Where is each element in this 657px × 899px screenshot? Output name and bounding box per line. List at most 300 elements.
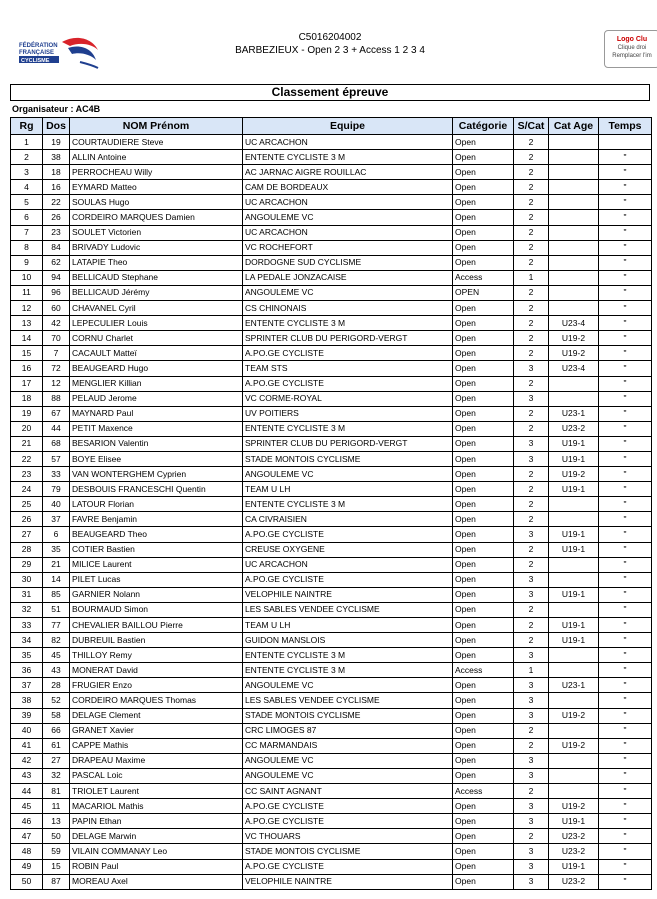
table-row <box>11 648 652 663</box>
cell-subcat: 2 <box>514 150 549 165</box>
cell-subcat: 2 <box>514 285 549 300</box>
cell-team: STADE MONTOIS CYCLISME <box>243 708 453 723</box>
cell-age-cat <box>549 150 599 165</box>
cell-dos: 33 <box>43 467 70 482</box>
cell-age-cat: U19-1 <box>549 436 599 451</box>
table-row <box>11 738 652 753</box>
cell-category: Open <box>453 301 514 316</box>
cell-subcat: 3 <box>514 648 549 663</box>
col-header-rg: Rg <box>11 118 43 135</box>
cell-time: " <box>599 723 652 738</box>
cell-time: " <box>599 255 652 270</box>
cell-category: Open <box>453 421 514 436</box>
club-logo-line-3: Remplacer l'im <box>612 53 652 59</box>
table-row <box>11 376 652 391</box>
cell-category: Access <box>453 270 514 285</box>
cell-category: Open <box>453 255 514 270</box>
cell-team: A.PO.GE CYCLISTE <box>243 346 453 361</box>
table-row <box>11 210 652 225</box>
cell-age-cat: U19-2 <box>549 331 599 346</box>
cell-rg: 10 <box>11 270 43 285</box>
cell-rg: 31 <box>11 587 43 602</box>
cell-age-cat <box>549 195 599 210</box>
cell-category: Open <box>453 240 514 255</box>
table-row <box>11 225 652 240</box>
cell-name: CHEVALIER BAILLOU Pierre <box>70 618 243 633</box>
cell-category: Open <box>453 768 514 783</box>
cell-team: TEAM U LH <box>243 482 453 497</box>
cell-age-cat: U23-2 <box>549 829 599 844</box>
cell-dos: 6 <box>43 527 70 542</box>
table-row <box>11 874 652 889</box>
cell-time: " <box>599 799 652 814</box>
cell-rg: 13 <box>11 316 43 331</box>
cell-subcat: 2 <box>514 421 549 436</box>
table-row <box>11 557 652 572</box>
cell-subcat: 2 <box>514 331 549 346</box>
cell-team: ENTENTE CYCLISTE 3 M <box>243 648 453 663</box>
cell-age-cat <box>549 663 599 678</box>
cell-dos: 96 <box>43 285 70 300</box>
logo-line-3: CYCLISME <box>21 58 50 64</box>
cell-name: BELLICAUD Stephane <box>70 270 243 285</box>
cell-age-cat <box>549 723 599 738</box>
cell-team: CRC LIMOGES 87 <box>243 723 453 738</box>
cell-dos: 58 <box>43 708 70 723</box>
table-row <box>11 270 652 285</box>
cell-dos: 26 <box>43 210 70 225</box>
cell-rg: 46 <box>11 814 43 829</box>
cell-time: " <box>599 240 652 255</box>
cell-subcat: 3 <box>514 814 549 829</box>
cell-rg: 5 <box>11 195 43 210</box>
cell-dos: 85 <box>43 587 70 602</box>
cell-time: " <box>599 150 652 165</box>
col-header-catage: Cat Age <box>549 118 599 135</box>
cell-rg: 23 <box>11 467 43 482</box>
cell-time: " <box>599 436 652 451</box>
cell-dos: 66 <box>43 723 70 738</box>
cell-category: Open <box>453 723 514 738</box>
cell-name: COURTAUDIERE Steve <box>70 135 243 150</box>
cell-category: Open <box>453 195 514 210</box>
cell-rg: 18 <box>11 391 43 406</box>
cell-name: TRIOLET Laurent <box>70 784 243 799</box>
cell-subcat: 3 <box>514 799 549 814</box>
cell-dos: 62 <box>43 255 70 270</box>
cell-name: CORNU Charlet <box>70 331 243 346</box>
cell-subcat: 3 <box>514 451 549 466</box>
cell-time: " <box>599 753 652 768</box>
cell-time: " <box>599 270 652 285</box>
cell-time: " <box>599 497 652 512</box>
cell-time: " <box>599 663 652 678</box>
cell-team: ANGOULEME VC <box>243 285 453 300</box>
cell-age-cat: U19-1 <box>549 618 599 633</box>
cell-age-cat: U19-2 <box>549 738 599 753</box>
cell-time: " <box>599 451 652 466</box>
table-row <box>11 708 652 723</box>
federation-logo-graphic <box>18 34 104 70</box>
cell-age-cat <box>549 753 599 768</box>
cell-team: A.PO.GE CYCLISTE <box>243 799 453 814</box>
cell-dos: 52 <box>43 693 70 708</box>
cell-age-cat <box>549 225 599 240</box>
cell-subcat: 2 <box>514 135 549 150</box>
cell-team: A.PO.GE CYCLISTE <box>243 376 453 391</box>
cell-age-cat: U19-1 <box>549 859 599 874</box>
cell-category: Open <box>453 829 514 844</box>
cell-name: BEAUGEARD Hugo <box>70 361 243 376</box>
cell-age-cat: U19-1 <box>549 587 599 602</box>
cell-team: A.PO.GE CYCLISTE <box>243 527 453 542</box>
cell-rg: 41 <box>11 738 43 753</box>
cell-dos: 28 <box>43 678 70 693</box>
cell-team: CREUSE OXYGENE <box>243 542 453 557</box>
table-row <box>11 331 652 346</box>
cell-rg: 17 <box>11 376 43 391</box>
cell-subcat: 3 <box>514 527 549 542</box>
table-row <box>11 723 652 738</box>
cell-team: VELOPHILE NAINTRE <box>243 874 453 889</box>
cell-subcat: 3 <box>514 572 549 587</box>
cell-time: " <box>599 421 652 436</box>
table-row <box>11 436 652 451</box>
cell-rg: 43 <box>11 768 43 783</box>
cell-name: DRAPEAU Maxime <box>70 753 243 768</box>
cell-age-cat <box>549 648 599 663</box>
cell-team: ENTENTE CYCLISTE 3 M <box>243 150 453 165</box>
cell-category: Open <box>453 572 514 587</box>
cell-team: A.PO.GE CYCLISTE <box>243 814 453 829</box>
cell-name: DELAGE Marwin <box>70 829 243 844</box>
cell-category: Open <box>453 482 514 497</box>
cell-subcat: 2 <box>514 738 549 753</box>
cell-name: GARNIER Nolann <box>70 587 243 602</box>
cell-rg: 15 <box>11 346 43 361</box>
table-row <box>11 829 652 844</box>
cell-age-cat <box>549 768 599 783</box>
cell-subcat: 2 <box>514 255 549 270</box>
cell-category: Open <box>453 180 514 195</box>
cell-rg: 34 <box>11 633 43 648</box>
table-row <box>11 678 652 693</box>
cell-dos: 44 <box>43 421 70 436</box>
cell-subcat: 2 <box>514 557 549 572</box>
cell-time: " <box>599 768 652 783</box>
cell-dos: 79 <box>43 482 70 497</box>
table-row <box>11 180 652 195</box>
col-header-equipe: Equipe <box>243 118 453 135</box>
cell-category: Open <box>453 497 514 512</box>
cell-rg: 21 <box>11 436 43 451</box>
cell-name: BOURMAUD Simon <box>70 602 243 617</box>
table-row <box>11 527 652 542</box>
table-row <box>11 814 652 829</box>
cell-age-cat: U19-2 <box>549 346 599 361</box>
cell-time: " <box>599 331 652 346</box>
cell-subcat: 2 <box>514 180 549 195</box>
cell-age-cat <box>549 240 599 255</box>
cell-dos: 61 <box>43 738 70 753</box>
cell-category: Open <box>453 165 514 180</box>
cell-subcat: 2 <box>514 784 549 799</box>
cell-time: " <box>599 708 652 723</box>
cell-dos: 88 <box>43 391 70 406</box>
cell-team: DORDOGNE SUD CYCLISME <box>243 255 453 270</box>
cell-rg: 22 <box>11 451 43 466</box>
cell-category: Open <box>453 391 514 406</box>
cell-team: ANGOULEME VC <box>243 210 453 225</box>
cell-name: CAPPE Mathis <box>70 738 243 753</box>
cell-time: " <box>599 376 652 391</box>
cell-name: BOYE Elisee <box>70 451 243 466</box>
cell-rg: 38 <box>11 693 43 708</box>
cell-team: ENTENTE CYCLISTE 3 M <box>243 663 453 678</box>
cell-rg: 49 <box>11 859 43 874</box>
cell-category: Open <box>453 361 514 376</box>
cell-time: " <box>599 225 652 240</box>
cell-age-cat <box>549 255 599 270</box>
cell-time: " <box>599 829 652 844</box>
cell-team: TEAM STS <box>243 361 453 376</box>
results-table <box>10 117 652 890</box>
cell-category: Open <box>453 557 514 572</box>
cell-dos: 11 <box>43 799 70 814</box>
cell-dos: 50 <box>43 829 70 844</box>
cell-rg: 20 <box>11 421 43 436</box>
table-row <box>11 346 652 361</box>
cell-category: Open <box>453 678 514 693</box>
cell-time: " <box>599 346 652 361</box>
cell-subcat: 3 <box>514 708 549 723</box>
cell-time: " <box>599 527 652 542</box>
table-row <box>11 542 652 557</box>
cell-category: Open <box>453 874 514 889</box>
cell-rg: 36 <box>11 663 43 678</box>
cell-rg: 7 <box>11 225 43 240</box>
cell-team: UV POITIERS <box>243 406 453 421</box>
cell-category: Open <box>453 844 514 859</box>
cell-dos: 16 <box>43 180 70 195</box>
cell-time: " <box>599 874 652 889</box>
cell-rg: 2 <box>11 150 43 165</box>
table-row <box>11 572 652 587</box>
cell-category: Open <box>453 512 514 527</box>
cell-subcat: 2 <box>514 346 549 361</box>
cell-dos: 21 <box>43 557 70 572</box>
cell-subcat: 2 <box>514 316 549 331</box>
cell-subcat: 2 <box>514 618 549 633</box>
club-logo-placeholder <box>604 30 657 68</box>
cell-team: SPRINTER CLUB DU PERIGORD-VERGT <box>243 331 453 346</box>
cell-name: PELAUD Jerome <box>70 391 243 406</box>
cell-dos: 15 <box>43 859 70 874</box>
cell-time: " <box>599 738 652 753</box>
cell-rg: 42 <box>11 753 43 768</box>
cell-time: " <box>599 844 652 859</box>
cell-dos: 12 <box>43 376 70 391</box>
cell-subcat: 2 <box>514 723 549 738</box>
organisateur-label: Organisateur : AC4B <box>12 104 101 114</box>
cell-name: BRIVADY Ludovic <box>70 240 243 255</box>
cell-category: Open <box>453 225 514 240</box>
table-row <box>11 135 652 150</box>
cell-time: " <box>599 542 652 557</box>
cell-dos: 51 <box>43 602 70 617</box>
cell-category: Open <box>453 467 514 482</box>
cell-age-cat: U23-1 <box>549 678 599 693</box>
cell-name: SOULAS Hugo <box>70 195 243 210</box>
cell-subcat: 3 <box>514 753 549 768</box>
cell-time: " <box>599 557 652 572</box>
cell-name: PETIT Maxence <box>70 421 243 436</box>
cell-team: ENTENTE CYCLISTE 3 M <box>243 316 453 331</box>
cell-rg: 32 <box>11 602 43 617</box>
cell-category: Open <box>453 799 514 814</box>
cell-rg: 25 <box>11 497 43 512</box>
cell-team: CS CHINONAIS <box>243 301 453 316</box>
cell-dos: 43 <box>43 663 70 678</box>
cell-category: Open <box>453 602 514 617</box>
section-title: Classement épreuve <box>10 84 650 101</box>
table-row <box>11 618 652 633</box>
table-row <box>11 285 652 300</box>
cell-age-cat: U23-2 <box>549 421 599 436</box>
cell-subcat: 3 <box>514 587 549 602</box>
cell-dos: 72 <box>43 361 70 376</box>
cell-team: CC SAINT AGNANT <box>243 784 453 799</box>
cell-rg: 44 <box>11 784 43 799</box>
cell-name: EYMARD Matteo <box>70 180 243 195</box>
cell-team: VC CORME-ROYAL <box>243 391 453 406</box>
cell-category: Open <box>453 210 514 225</box>
cell-time: " <box>599 678 652 693</box>
cell-team: SPRINTER CLUB DU PERIGORD-VERGT <box>243 436 453 451</box>
cell-team: LES SABLES VENDEE CYCLISME <box>243 602 453 617</box>
cell-team: CAM DE BORDEAUX <box>243 180 453 195</box>
cell-subcat: 2 <box>514 406 549 421</box>
cell-subcat: 2 <box>514 195 549 210</box>
cell-rg: 45 <box>11 799 43 814</box>
race-title: BARBEZIEUX - Open 2 3 + Access 1 2 3 4 <box>235 45 425 56</box>
cell-team: UC ARCACHON <box>243 225 453 240</box>
cell-team: A.PO.GE CYCLISTE <box>243 859 453 874</box>
cell-subcat: 3 <box>514 859 549 874</box>
cell-dos: 35 <box>43 542 70 557</box>
cell-time: " <box>599 587 652 602</box>
table-row <box>11 753 652 768</box>
cell-subcat: 3 <box>514 678 549 693</box>
cell-time: " <box>599 301 652 316</box>
cell-subcat: 2 <box>514 376 549 391</box>
table-row <box>11 633 652 648</box>
cell-age-cat: U19-2 <box>549 799 599 814</box>
cell-dos: 7 <box>43 346 70 361</box>
table-row <box>11 301 652 316</box>
cell-dos: 19 <box>43 135 70 150</box>
cell-name: DUBREUIL Bastien <box>70 633 243 648</box>
cell-subcat: 2 <box>514 512 549 527</box>
cell-team: VC ROCHEFORT <box>243 240 453 255</box>
cell-age-cat <box>549 693 599 708</box>
table-row <box>11 497 652 512</box>
cell-category: Open <box>453 648 514 663</box>
cell-age-cat: U19-2 <box>549 708 599 723</box>
cell-rg: 1 <box>11 135 43 150</box>
cell-time <box>599 135 652 150</box>
cell-time: " <box>599 361 652 376</box>
cell-team: CC MARMANDAIS <box>243 738 453 753</box>
cell-dos: 87 <box>43 874 70 889</box>
cell-dos: 14 <box>43 572 70 587</box>
cell-team: ENTENTE CYCLISTE 3 M <box>243 421 453 436</box>
cell-name: BESARION Valentin <box>70 436 243 451</box>
cell-name: LATOUR Florian <box>70 497 243 512</box>
cell-name: COTIER Bastien <box>70 542 243 557</box>
cell-age-cat <box>549 210 599 225</box>
cell-subcat: 2 <box>514 301 549 316</box>
cell-subcat: 2 <box>514 165 549 180</box>
cell-rg: 26 <box>11 512 43 527</box>
cell-name: MONERAT David <box>70 663 243 678</box>
cell-age-cat: U23-2 <box>549 874 599 889</box>
cell-rg: 9 <box>11 255 43 270</box>
cell-dos: 18 <box>43 165 70 180</box>
cell-rg: 16 <box>11 361 43 376</box>
cell-subcat: 2 <box>514 542 549 557</box>
table-row <box>11 391 652 406</box>
cell-age-cat: U19-2 <box>549 467 599 482</box>
cell-subcat: 2 <box>514 467 549 482</box>
cell-rg: 33 <box>11 618 43 633</box>
cell-category: Open <box>453 406 514 421</box>
cell-category: Open <box>453 814 514 829</box>
cell-rg: 11 <box>11 285 43 300</box>
table-row <box>11 150 652 165</box>
cell-age-cat <box>549 391 599 406</box>
cell-name: DELAGE Clement <box>70 708 243 723</box>
cell-name: SOULET Victorien <box>70 225 243 240</box>
cell-rg: 24 <box>11 482 43 497</box>
cell-age-cat: U23-1 <box>549 406 599 421</box>
cell-name: CORDEIRO MARQUES Thomas <box>70 693 243 708</box>
cell-subcat: 3 <box>514 874 549 889</box>
cell-rg: 39 <box>11 708 43 723</box>
cell-dos: 32 <box>43 768 70 783</box>
cell-name: MOREAU Axel <box>70 874 243 889</box>
cell-category: Open <box>453 753 514 768</box>
cell-category: Open <box>453 618 514 633</box>
table-row <box>11 844 652 859</box>
table-row <box>11 451 652 466</box>
cell-age-cat <box>549 602 599 617</box>
cell-subcat: 2 <box>514 240 549 255</box>
cell-team: LA PEDALE JONZACAISE <box>243 270 453 285</box>
cell-age-cat: U19-1 <box>549 527 599 542</box>
cell-subcat: 3 <box>514 693 549 708</box>
cell-subcat: 3 <box>514 436 549 451</box>
cell-rg: 48 <box>11 844 43 859</box>
cell-category: Open <box>453 135 514 150</box>
cell-dos: 70 <box>43 331 70 346</box>
cell-team: GUIDON MANSLOIS <box>243 633 453 648</box>
cell-category: OPEN <box>453 285 514 300</box>
cell-name: ALLIN Antoine <box>70 150 243 165</box>
col-header-nom: NOM Prénom <box>70 118 243 135</box>
cell-subcat: 2 <box>514 602 549 617</box>
cell-rg: 4 <box>11 180 43 195</box>
